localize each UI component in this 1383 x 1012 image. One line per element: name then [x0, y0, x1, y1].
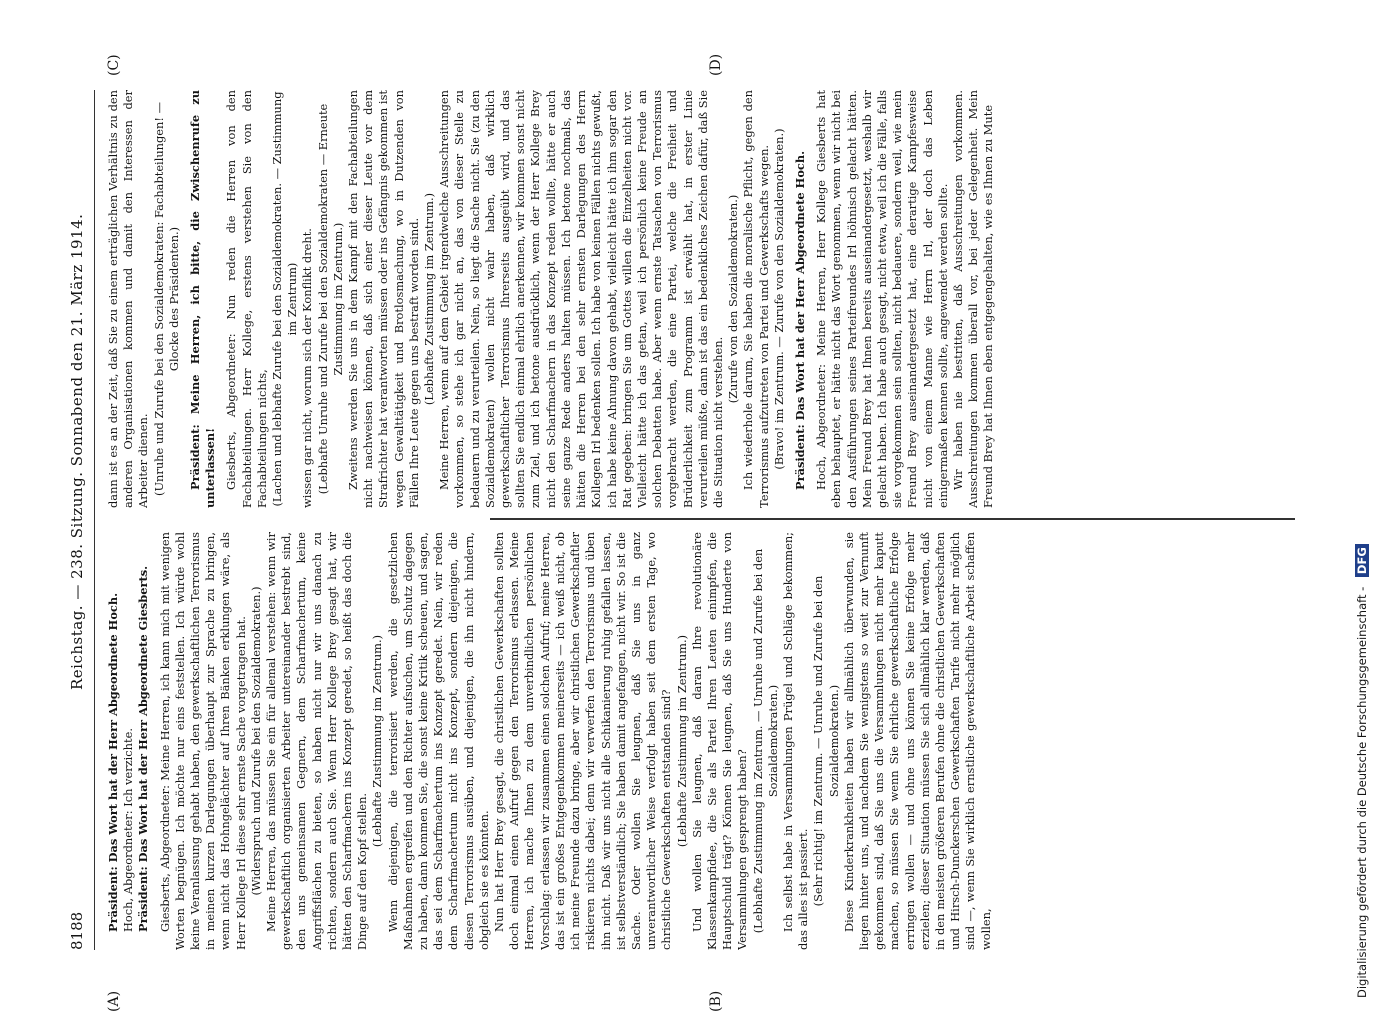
paragraph: Präsident: Meine Herren, ich bitte, die Zwischenrufe zu unterlassen! [188, 90, 218, 508]
left-column [106, 532, 1296, 950]
paragraph: Präsident: Das Wort hat der Herr Abgeordnete Hoch. [106, 592, 120, 932]
margin-marker-b: (B) [708, 990, 724, 1012]
paragraph: Wenn diejenigen, die terrorisiert werden, die gesetzlichen Maßnahmen ergreifen und den Richter aufsuchen, um Schutz dagegen zu haben, dann kommen Sie, die sonst keine Kritik scheuen, und sagen, das sei dem Scharfmachertum ins Konzept geredet. Nein, wir reden dem Scharfmachertum nicht ins Konzept, sondern diejenigen, die diesen Terrorismus ausüben, und diejenigen, die ihn nicht hindern, obgleich sie es könnten. [385, 532, 491, 950]
paragraph: Ich wiederhole darum, Sie haben die moralische Pflicht, gegen den Terrorismus aufzutreten von Partei und Gewerkschafts wegen. [741, 90, 771, 508]
paragraph: wissen gar nicht, worum sich der Konflikt dreht. [300, 228, 315, 508]
margin-marker-a: (A) [106, 990, 122, 1012]
interjection: (Widerspruch und Zurufe bei den Sozialdemokraten.) [248, 586, 263, 896]
interjection: (Lachen und lebhafte Zurufe bei den Sozialdemokraten. — Zustimmung im Zentrum) [270, 91, 300, 507]
interjection: (Sehr richtig! im Zentrum. — Unruhe und Zurufe bei den Sozialdemokraten.) [811, 575, 841, 907]
interjection: (Lebhafte Zustimmung im Zentrum. — Unruhe und Zurufe bei den Sozialdemokraten.) [750, 548, 780, 934]
paragraph: Zweitens werden Sie uns in dem Kampf mit den Fachabteilungen nicht nachweisen können, daß sich einer dieser Leute vor dem Strafrichter hat verantworten müssen oder ins Gefängnis gekommen ist wegen Gewalttätigkeit und Brotlosmachung, wo in Dutzenden von Fällen Ihre Leute gegen uns bestraft worden sind. [346, 90, 421, 508]
page-header [66, 90, 94, 950]
paragraph: Diese Kinderkrankheiten haben wir allmählich überwunden, sie liegen hinter uns, und nachdem Sie wenigstens so weit zur Vernunft gekommen sind, daß Sie uns die Versammlungen nicht mehr kaputt machen, so müssen Sie wenn Sie ehrliche gewerkschaftliche Erfolge erringen wollen — und ohne uns können Sie keine Erfolge mehr erzielen; dieser Situation müssen Sie sich allmählich klar werden, daß in den meisten größeren Berufen ohne die christlichen Gewerkschaften und Hirsch-Dunckerschen Gewerkschaften Tarife nicht mehr möglich sind —, wenn Sie wirklich ernstliche gewerkschaftliche Arbeit schaffen wollen, [841, 532, 993, 950]
dfg-logo: DFG [1355, 544, 1369, 577]
digitization-credit [1355, 8, 1369, 998]
paragraph: Ich selbst habe in Versammlungen Prügel und Schläge bekommen; das alles ist passiert. [780, 532, 811, 950]
paragraph: Wir haben nie bestritten, daß Ausschreitungen vorkommen. Ausschreitungen kommen überall vor, bei jeder Gelegenheit. Mein Freund Brey hat Ihnen eben entgegengehalten, wie es Ihnen zu Mute [950, 90, 996, 508]
rotated-page-content [60, 53, 1300, 1012]
paragraph: Meine Herren, wenn auf dem Gebiet irgendwelche Ausschreitungen vorkommen, so stehe ich gar nicht an, das von dieser Stelle zu bedauern und zu verurteilen. Nein, so liegt die Sache nicht. Sie (zu den Sozialdemokraten) wollen nicht wahr haben, daß wirklich gewerkschaftlicher Terrorismus Ihrerseits ausgeübt wird, und das sollten Sie endlich einmal ehrlich anerkennen, wir kommen sonst nicht zum Ziel, und ich betone ausdrücklich, wenn der Herr Kollege Brey nicht den Scharfmachern in das Konzept reden wollte, hätte er auch seine ganze Rede anders halten müssen. Ich betone nochmals, das hätten die Herren bei den sehr ernsten Darlegungen des Herrn Kollegen Irl bedenken sollen. Ich habe von keinen Fällen nichts gewußt, ich habe keine Ahnung davon gehabt, vielleicht hätte ich ihm sogar den Rat gegeben: bringen Sie um Gottes willen die Einzelheiten nicht vor. Vielleicht hätte ich das getan, weil ich persönlich keine Freude an solchen Debatten habe. Aber wenn ernste Tatsachen von Terrorismus vorgebracht werden, die eine Partei, welche die Freiheit und Brüderlichkeit zum Programm ist erwählt hat, in erster Linie verurteilen müßte, dann ist das ein bedenkliches Zeichen dafür, daß Sie die Situation nicht verstehen. [437, 90, 725, 508]
paragraph: dann ist es an der Zeit, daß Sie zu einem erträglichen Verhältnis zu den anderen Organisationen kommen und damit den Interessen der Arbeiter dienen. [106, 90, 151, 508]
margin-marker-c: (C) [106, 54, 122, 76]
interjection: (Unruhe und Zurufe bei den Sozialdemokraten: Fachabteilungen! — Glocke des Präsidenten.) [151, 102, 181, 496]
interjection: (Lebhafte Zustimmung im Zentrum.) [674, 634, 689, 848]
interjection: (Lebhafte Unruhe und Zurufe bei den Sozialdemokraten — Erneute Zustimmung im Zentrum.) [315, 103, 345, 495]
running-title: Reichstag. — 238. Sitzung. Sonnabend den 21. März 1914. [68, 213, 86, 690]
paragraph: Nun hat Herr Brey gesagt, die christlichen Gewerkschaften sollten doch einmal einen Aufruf gegen den Terrorismus erlassen. Meine Herren, ich mache Ihnen zu dem unverbindlichen persönlichen Vorschlag: erlassen wir zusammen einen solchen Aufruf; meine Herren, das ist ein großes Entgegenkommen meinerseits — ich weiß nicht, ob ich meine Freunde dazu bringe, aber wir christlichen Gewerkschaftler riskieren nichts dabei; denn wir verwerfen den Terrorismus und üben ihn nicht. Daß wir uns nicht alle Schikanierung ruhig gefallen lassen, ist selbstverständlich; Sie haben damit angefangen, nicht wir. So ist die Sache. Oder wollen Sie leugnen, daß Sie uns in ganz unverantwortlicher Weise verfolgt haben seit dem ersten Tage, wo christliche Gewerkschaften entstanden sind? [492, 532, 674, 950]
interjection: (Lebhafte Zustimmung im Zentrum.) [370, 634, 385, 848]
paragraph: Giesberts, Abgeordneter: Nun reden die Herren von den Fachabteilungen. Herr Kollege, erstens verstehen Sie von den Fachabteilungen nichts, [224, 90, 269, 508]
paragraph: Giesberts, Abgeordneter: Meine Herren, ich kann mich mit wenigen Worten begnügen. Ich möchte nur eins feststellen. Ich würde wohl keine Veranlassung gehabt haben, den gewerkschaftlichen Terrorismus in meinen kurzen Darlegungen überhaupt zur Sprache zu bringen, wenn nicht das Hohngelächter auf Ihren Bänken erklungen wäre, als Herr Kollege Irl diese sehr ernste Sache vorgetragen hat. [157, 532, 248, 950]
paragraph: Präsident: Das Wort hat der Herr Abgeordnete Hoch. [792, 150, 807, 490]
margin-marker-d: (D) [708, 53, 724, 76]
column-divider [490, 518, 1295, 520]
interjection: (Bravo! im Zentrum. — Zurufe von den Sozialdemokraten.) [771, 128, 786, 470]
credit-text: Digitalisierung gefördert durch die Deutsche Forschungsgemeinschaft - [1355, 586, 1369, 998]
paragraph: Hoch, Abgeordneter: Ich verzichte. [121, 728, 136, 932]
interjection: (Zurufe von den Sozialdemokraten.) [726, 194, 741, 404]
page-number: 8188 [68, 911, 86, 950]
header-rule [94, 90, 95, 950]
paragraph: Hoch, Abgeordneter: Meine Herren, Herr Kollege Giesberts hat eben behauptet, er hätte nicht das Wort genommen, wenn wir nicht bei den Ausführungen seines Parteifreundes Irl höhnisch gelacht hätten. Mein Freund Brey hat Ihnen bereits auseinandergesetzt, weshalb wir gelacht haben. Ich habe auch gesagt, nicht etwa, weil ich die Fälle, falls sie vorgekommen sein sollten, nicht bedauere, sondern weil, wie mein Freund Brey auseinandergesetzt hat, eine derartige Kampfesweise nicht von einem Manne wie Herrn Irl, der doch das Leben einigermaßen kennen sollte, angewendet werden sollte. [814, 90, 950, 508]
paragraph: Und wollen Sie leugnen, daß daran Ihre revolutionäre Klassenkampfidee, die Sie als Partei Ihren Leuten einimpfen, die Hauptschuld trägt? Können Sie leugnen, daß Sie uns Hunderte von Versammlungen gesprengt haben? [689, 532, 750, 950]
interjection: (Lebhafte Zustimmung im Zentrum.) [422, 192, 437, 406]
paragraph: Meine Herren, das müssen Sie ein für allemal verstehen: wenn wir gewerkschaftlich organisierten Arbeiter untereinander bestrebt sind, den uns gemeinsamen Gegnern, dem Scharfmachertum, keine Angriffsflächen zu bieten, so haben nicht nur wir uns danach zu richten, sondern auch Sie. Wenn Herr Kollege Brey gesagt hat, wir hätten den Scharfmachern ins Konzept geredet, so heißt das doch die Dinge auf den Kopf stellen. [264, 532, 370, 950]
right-column [106, 90, 1296, 508]
paragraph: Präsident: Das Wort hat der Herr Abgeordnete Giesberts. [136, 565, 151, 932]
